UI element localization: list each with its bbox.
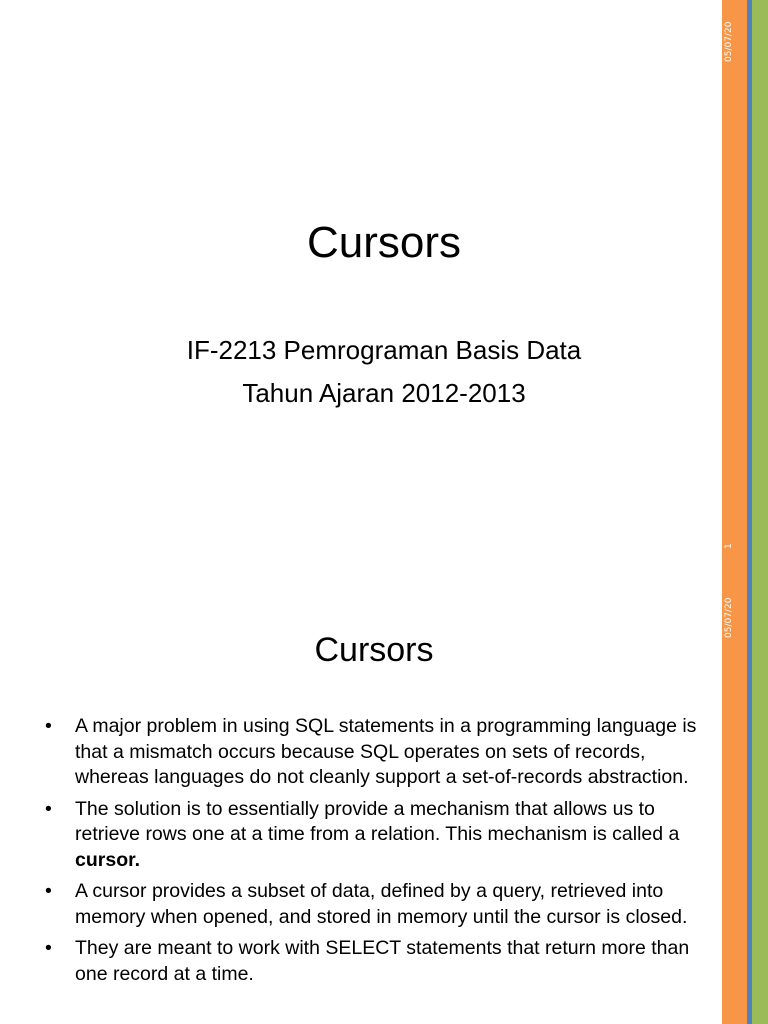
slide-date: 05/07/20 xyxy=(724,21,734,63)
bullet-text: A cursor provides a subset of data, defined by a query, retrieved into memory when opened, and stored in memory until the cursor is closed. xyxy=(75,880,688,928)
bullet-icon: • xyxy=(45,797,52,820)
bullet-bold-term: cursor. xyxy=(75,848,141,871)
list-item xyxy=(45,879,710,930)
bullet-text: The solution is to essentially provide a mechanism that allows us to retrieve rows one at a time from a relation. This mechanism is called a xyxy=(75,797,680,845)
bullet-icon: • xyxy=(45,880,52,902)
slide-number: 1 xyxy=(724,543,734,549)
subtitle-year: Tahun Ajaran 2012-2013 xyxy=(242,378,526,408)
content-slide xyxy=(0,576,768,1024)
slide-date: 05/07/20 xyxy=(724,597,734,639)
bullet-icon: • xyxy=(45,937,52,959)
bullet-list xyxy=(45,714,710,993)
bullet-text: A major problem in using SQL statements in a programming language is that a mismatch occurs because SQL operates on sets of records, whereas languages do not cleanly support a set-of-records abstraction. xyxy=(75,715,697,788)
list-item xyxy=(45,797,710,874)
list-item xyxy=(45,936,710,987)
decorative-stripe-orange xyxy=(722,0,747,576)
list-item xyxy=(45,714,710,791)
decorative-stripe-green xyxy=(752,0,768,576)
subtitle-course: IF-2213 Pemrograman Basis Data xyxy=(186,335,582,365)
slide-title: Cursors xyxy=(314,631,434,669)
decorative-stripe-green xyxy=(752,576,768,1024)
bullet-text: They are meant to work with SELECT statements that return more than one record at a time. xyxy=(75,937,690,985)
bullet-icon: • xyxy=(45,715,52,737)
slide-title: Cursors xyxy=(306,218,462,267)
